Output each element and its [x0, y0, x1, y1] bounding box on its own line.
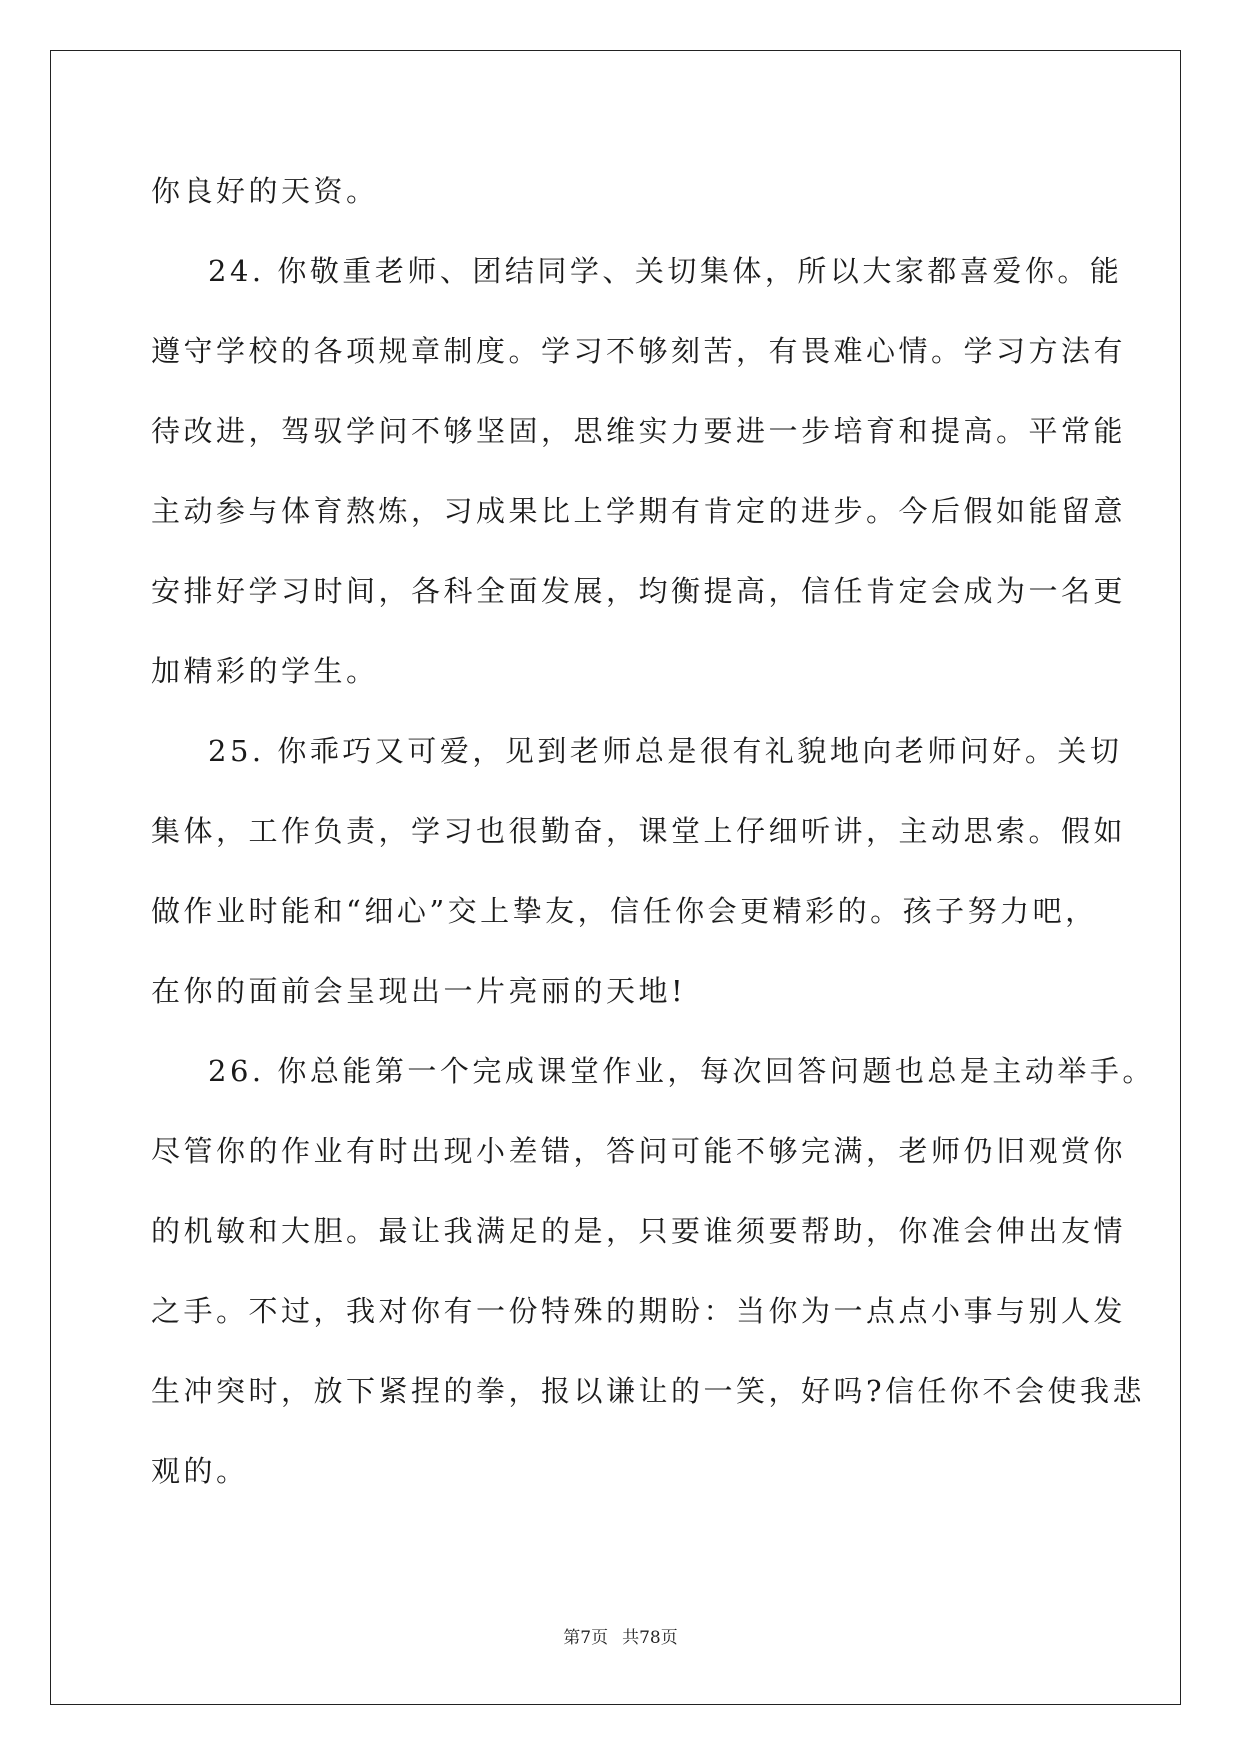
text-line: 观的。	[151, 1454, 249, 1488]
text-line: 生冲突时，放下紧捏的拳，报以谦让的一笑，好吗?信任你不会使我悲	[151, 1374, 1146, 1408]
text-line: 主动参与体育熬炼，习成果比上学期有肯定的进步。今后假如能留意	[151, 494, 1127, 528]
text-line: 集体，工作负责，学习也很勤奋，课堂上仔细听讲，主动思索。假如	[151, 814, 1127, 848]
text-line: 的机敏和大胆。最让我满足的是，只要谁须要帮助，你准会伸出友情	[151, 1214, 1127, 1248]
page-footer	[0, 1627, 1241, 1649]
text-line: 安排好学习时间，各科全面发展，均衡提高，信任肯定会成为一名更	[151, 574, 1127, 608]
text-line: 25. 你乖巧又可爱，见到老师总是很有礼貌地向老师问好。关切	[208, 734, 1123, 768]
text-line: 你良好的天资。	[151, 174, 379, 208]
page-total: 共78页	[622, 1628, 678, 1648]
text-line: 遵守学校的各项规章制度。学习不够刻苦，有畏难心情。学习方法有	[151, 334, 1127, 368]
text-line: 26. 你总能第一个完成课堂作业，每次回答问题也总是主动举手。	[208, 1054, 1155, 1088]
text-line: 待改进，驾驭学问不够坚固，思维实力要进一步培育和提高。平常能	[151, 414, 1127, 448]
text-line: 之手。不过，我对你有一份特殊的期盼：当你为一点点小事与别人发	[151, 1294, 1127, 1328]
page-number: 第7页	[563, 1628, 609, 1648]
text-line: 做作业时能和“细心”交上挚友，信任你会更精彩的。孩子努力吧，	[151, 894, 1098, 928]
text-line: 在你的面前会呈现出一片亮丽的天地!	[151, 974, 687, 1008]
text-line: 尽管你的作业有时出现小差错，答问可能不够完满，老师仍旧观赏你	[151, 1134, 1127, 1168]
text-line: 加精彩的学生。	[151, 654, 379, 688]
text-line: 24. 你敬重老师、团结同学、关切集体，所以大家都喜爱你。能	[208, 254, 1123, 288]
